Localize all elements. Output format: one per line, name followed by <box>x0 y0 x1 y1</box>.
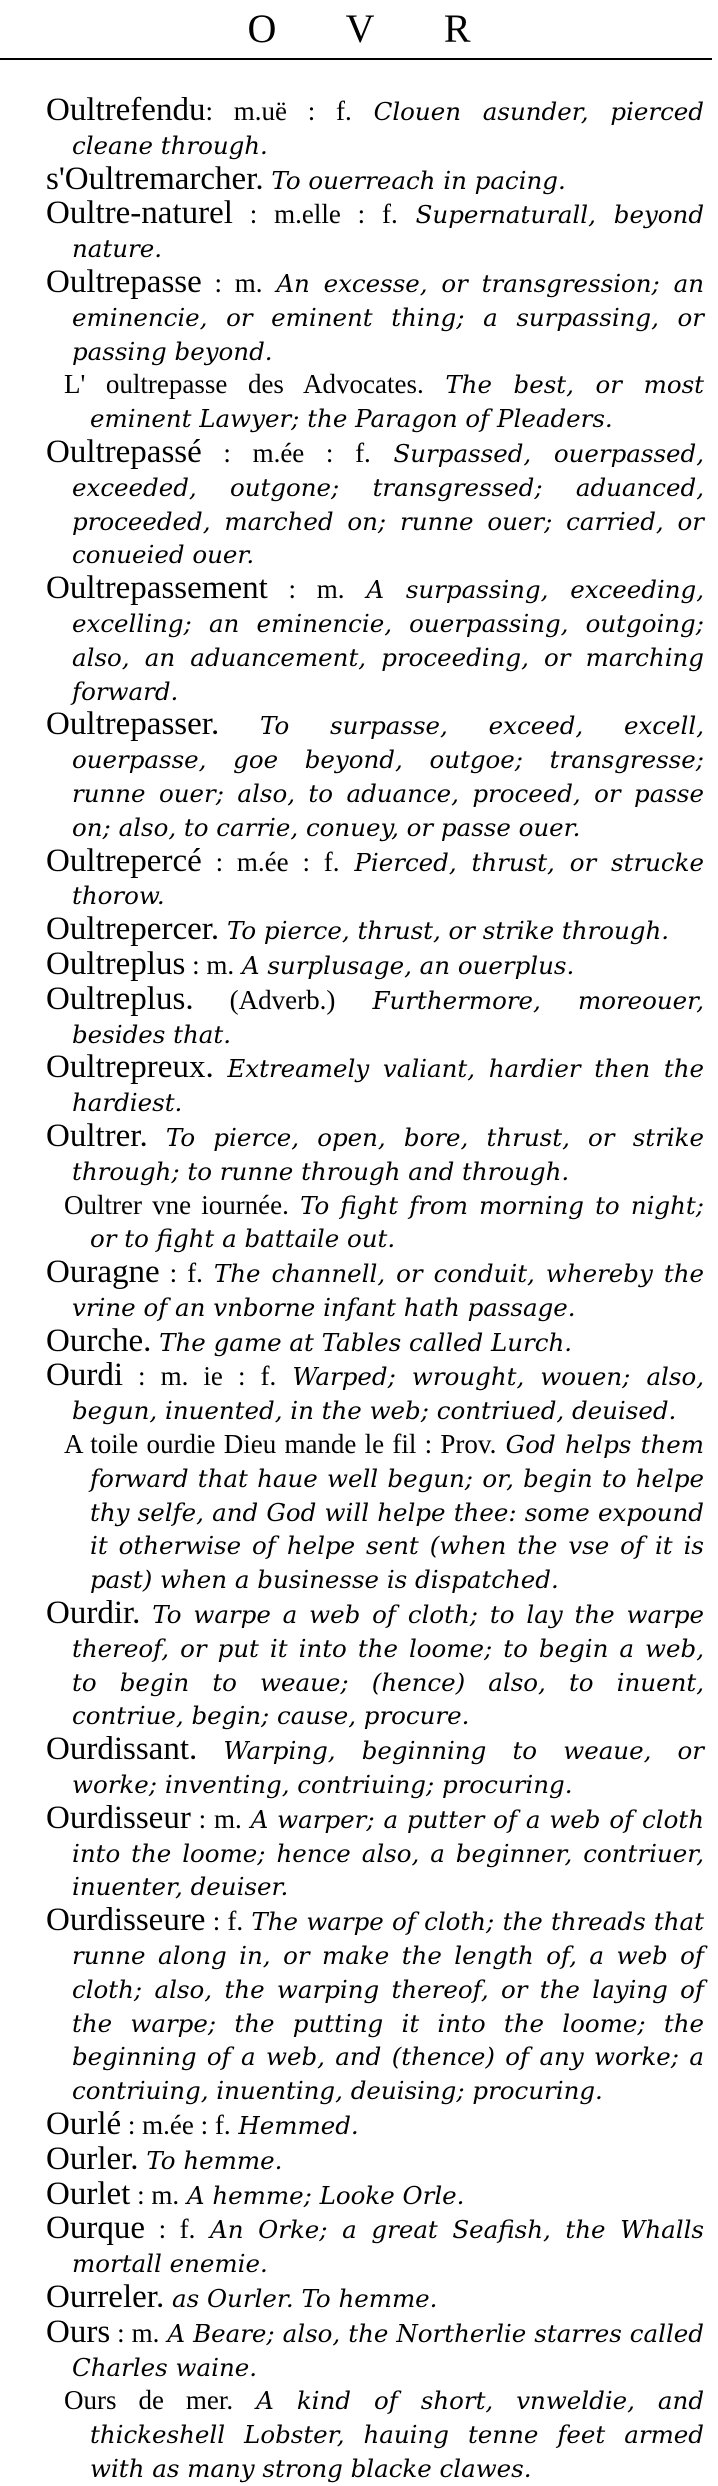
header-rule <box>0 58 712 60</box>
entry-definition: The game at Tables called Lurch. <box>151 1327 573 1357</box>
entry-grammar: : m.uë : f. <box>205 96 352 126</box>
entry-grammar: : f. <box>205 1906 244 1937</box>
entry-definition: The channell, or conduit, whereby the vrine of an vnborne infant hath passage. <box>72 1259 704 1322</box>
entry-headword: Oultrepasser. <box>46 706 220 743</box>
entry-headword: Oultreplus. <box>46 980 194 1017</box>
entry-grammar: (Adverb.) <box>193 984 336 1015</box>
entry-headword: Oultre-naturel <box>46 195 233 232</box>
dictionary-entry <box>46 2212 704 2281</box>
entry-definition: Supernaturall, beyond nature. <box>72 200 705 264</box>
dictionary-entry <box>46 2140 704 2178</box>
entry-headword: Ours de mer. <box>64 2385 234 2416</box>
entry-headword: Oultrefendu <box>46 92 206 128</box>
entry-headword: Ourlé <box>46 2106 122 2143</box>
entry-definition: To pierce, thrust, or strike through. <box>219 916 670 946</box>
dictionary-entry <box>46 1799 704 1904</box>
page-header <box>0 6 718 52</box>
entry-grammar: : m. <box>267 574 345 605</box>
dictionary-entry <box>46 1904 704 2108</box>
dictionary-entry <box>46 160 704 198</box>
entry-definition: To hemme. <box>138 2145 283 2175</box>
entry-grammar: : m.ée : f. <box>201 437 371 468</box>
entry-definition: God helps them forward that haue well begun; or, begin to helpe thy selfe, and God will helpe thee: some expound it otherwise of helpe sent (when the vse of it is past) when a businesse is dispatched. <box>90 1430 704 1595</box>
entry-definition: Hemmed. <box>230 2111 359 2141</box>
dictionary-entry <box>46 2281 704 2316</box>
entry-headword: s'Oultremarcher. <box>46 160 264 197</box>
dictionary-entry <box>46 1733 704 1802</box>
entry-headword: Oultrer. <box>46 1117 148 1154</box>
entry-headword: L' oultrepasse des Advocates. <box>64 369 424 400</box>
entry-headword: Ourdi <box>46 1357 123 1394</box>
dictionary-entry <box>46 980 704 1052</box>
entry-grammar: : m.elle : f. <box>232 199 398 230</box>
entry-grammar: : m. <box>110 2317 160 2348</box>
entry-definition: A Beare; also, the Northerlie starres called Charles waine. <box>72 2318 704 2382</box>
dictionary-entry <box>46 708 704 844</box>
entry-headword: Oultrepasse <box>46 263 202 300</box>
entry-grammar: : m.ée : f. <box>121 2110 231 2141</box>
dictionary-entry <box>46 572 704 708</box>
entry-headword: Oultrepercé <box>46 842 202 879</box>
entry-headword: Ourlet <box>46 2175 131 2212</box>
dictionary-subentry <box>46 2384 704 2485</box>
entry-definition: Pierced, thrust, or strucke thorow. <box>72 847 705 911</box>
entry-definition: The warpe of cloth; the threads that runne along in, or make the length of, a web of cloth; also, the warping thereof, or the laying of the warpe; the putting it into the loome; the beginning of a web, and (thence) of any worke; a contriuing, inuenting, deuising; procuring. <box>72 1907 704 2106</box>
entry-definition: The best, or most eminent Lawyer; the Paragon of Pleaders. <box>90 370 704 434</box>
entry-definition: A surplusage, an ouerplus. <box>234 950 575 980</box>
dictionary-entry <box>46 1359 704 1428</box>
entry-definition: To fight from morning to night; or to fight a battaile out. <box>90 1190 704 1254</box>
dictionary-entry <box>46 945 704 983</box>
entry-definition: Warped; wrought, wouen; also, begun, inuented, in the web; contriued, deuised. <box>72 1362 704 1426</box>
dictionary-entry <box>46 1117 704 1189</box>
entry-definition: To ouerreach in pacing. <box>263 165 566 195</box>
entry-definition: Furthermore, moreouer, besides that. <box>72 985 704 1049</box>
entry-grammar: : m.ée : f. <box>201 846 340 877</box>
dictionary-entry <box>46 2175 704 2213</box>
entry-headword: A toile ourdie Dieu mande le fil : Prov. <box>64 1429 497 1460</box>
entry-definition: An excesse, or transgression; an eminencie, or eminent thing; a surpassing, or passing beyond. <box>72 268 704 366</box>
entry-list <box>46 94 704 2486</box>
dictionary-subentry <box>46 368 704 436</box>
entry-headword: Ourdisseure <box>46 1902 206 1939</box>
entry-definition: To pierce, open, bore, thrust, or strike through; to runne through and through. <box>72 1122 704 1186</box>
entry-headword: Oultrepreux. <box>46 1049 214 1086</box>
entry-definition: Warping, beginning to weaue, or worke; inventing, contriuing; procuring. <box>72 1736 704 1800</box>
entry-definition: To warpe a web of cloth; to lay the warpe thereof, or put it into the loome; to begin a web, to begin to weaue; (hence) also, to inuent, contriue, begin; cause, procure. <box>72 1600 704 1731</box>
entry-headword: Ourdissant. <box>46 1731 198 1768</box>
entry-definition: A hemme; Looke Orle. <box>179 2180 465 2210</box>
dictionary-entry <box>46 2313 704 2385</box>
entry-grammar: : m. <box>185 949 235 980</box>
entry-headword: Ourler. <box>46 2140 139 2177</box>
dictionary-entry <box>46 1256 704 1325</box>
dictionary-entry <box>46 197 704 266</box>
entry-headword: Oultrepassé <box>46 433 202 470</box>
dictionary-entry <box>46 913 704 948</box>
entry-headword: Ourreler. <box>46 2279 165 2315</box>
running-head: O V R <box>247 6 501 51</box>
entry-grammar: : f. <box>159 1258 203 1289</box>
dictionary-entry <box>46 433 704 572</box>
dictionary-entry <box>46 94 704 163</box>
dictionary-entry <box>46 2108 704 2143</box>
dictionary-entry <box>46 1051 704 1120</box>
entry-headword: Oultrepercer. <box>46 911 220 948</box>
entry-headword: Ourque <box>46 2210 145 2247</box>
entry-grammar: : f. <box>144 2214 196 2245</box>
entry-headword: Ours <box>46 2313 111 2350</box>
dictionary-subentry <box>46 1189 704 1257</box>
entry-grammar: : m. <box>201 267 263 298</box>
entry-headword: Ouragne <box>46 1254 160 1291</box>
entry-grammar: : m. ie : f. <box>123 1361 277 1392</box>
entry-definition: An Orke; a great Seafish, the Whalls mortall enemie. <box>72 2215 704 2279</box>
entry-grammar: : m. <box>190 1803 242 1834</box>
entry-headword: Oultrer vne iournée. <box>64 1189 289 1220</box>
entry-definition: Surpassed, ouerpassed, exceeded, outgone; transgressed; aduanced, proceeded, marched on; runne ouer; carried, or conueied ouer. <box>72 438 704 570</box>
dictionary-subentry <box>46 1428 704 1597</box>
entry-definition: A kind of short, vnweldie, and thickeshell Lobster, hauing tenne feet armed with as many strong blacke clawes. <box>90 2386 705 2483</box>
entry-definition: To surpasse, exceed, excell, ouerpasse, goe beyond, outgoe; transgresse; runne ouer; also, to aduance, proceed, or passe on; also, to carrie, conuey, or passe ouer. <box>72 711 704 842</box>
entry-definition: as Ourler. To hemme. <box>164 2284 438 2313</box>
dictionary-entry <box>46 842 705 914</box>
entry-grammar: : m. <box>130 2179 180 2210</box>
dictionary-entry <box>46 1322 704 1360</box>
entry-definition: Extreamely valiant, hardier then the hardiest. <box>72 1054 704 1118</box>
entry-headword: Ourdir. <box>46 1595 141 1632</box>
dictionary-entry <box>46 1597 704 1733</box>
entry-headword: Oultrepassement <box>46 570 268 607</box>
entry-headword: Oultreplus <box>46 945 186 982</box>
entry-definition: Clouen asunder, pierced cleane through. <box>72 97 704 160</box>
entry-definition: A surpassing, exceeding, excelling; an eminencie, ouerpassing, outgoing; also, an aduancement, proceeding, or marching forward. <box>72 575 704 706</box>
entry-headword: Ourche. <box>46 1322 152 1359</box>
dictionary-entry <box>46 263 704 368</box>
entry-headword: Ourdisseur <box>46 1799 191 1836</box>
entry-definition: A warper; a putter of a web of cloth into the loome; hence also, a beginner, contriuer, inuenter, deuiser. <box>72 1804 704 1902</box>
